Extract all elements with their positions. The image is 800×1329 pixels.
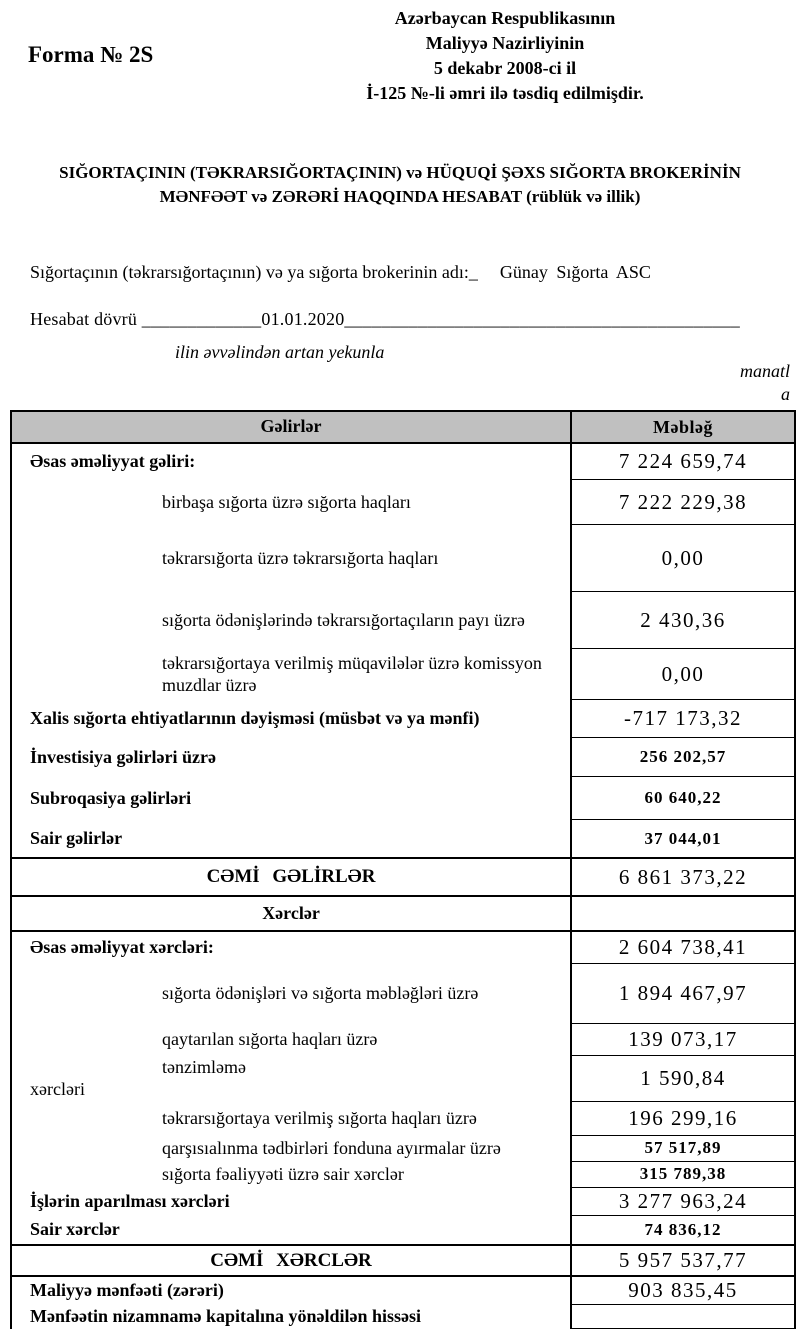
row-value: 315 789,38 xyxy=(570,1162,794,1188)
table-row xyxy=(12,1162,794,1188)
row-value: 5 957 537,77 xyxy=(570,1246,794,1275)
period-value: 01.01.2020 xyxy=(261,309,345,329)
row-label: qaytarılan sığorta haqları üzrə xyxy=(162,1029,378,1050)
row-label: CƏMİ GƏLİRLƏR xyxy=(206,866,376,888)
total-incomes-row xyxy=(12,857,794,895)
row-value: -717 173,32 xyxy=(570,700,794,738)
table-row xyxy=(12,700,794,738)
row-label: sığorta ödənişlərində təkrarsığortaçıların payı üzrə xyxy=(162,609,525,630)
table-row xyxy=(12,1305,794,1329)
row-label: qarşısıalınma tədbirləri fonduna ayırmalar üzrə xyxy=(162,1137,501,1158)
row-value: 57 517,89 xyxy=(570,1136,794,1162)
row-label: Subroqasiya gəlirləri xyxy=(30,787,192,808)
table-row xyxy=(12,1216,794,1244)
row-label: Əsas əməliyyat gəliri: xyxy=(30,451,196,472)
row-value xyxy=(570,1305,794,1329)
period-label: Hesabat dövrü xyxy=(30,309,138,329)
row-value: 37 044,01 xyxy=(570,820,794,857)
row-value: 196 299,16 xyxy=(570,1102,794,1136)
row-label: təkrarsığortaya verilmiş sığorta haqları üzrə xyxy=(162,1107,477,1128)
row-value: 256 202,57 xyxy=(570,738,794,777)
insurer-line xyxy=(30,262,651,283)
row-value xyxy=(570,897,794,930)
currency-note-line-1: manatl xyxy=(739,361,790,381)
row-label: CƏMİ XƏRCLƏR xyxy=(210,1249,372,1271)
row-value: 60 640,22 xyxy=(570,777,794,820)
form-number: Forma № 2S xyxy=(28,42,154,67)
row-label: birbaşa sığorta üzrə sığorta haqları xyxy=(162,491,411,512)
table-row xyxy=(12,480,794,525)
row-label: Sair gəlirlər xyxy=(30,827,123,848)
row-value: 1 590,84 xyxy=(570,1056,794,1102)
row-label: Mənfəətin nizamnamə kapitalına yönəldilən hissəsi xyxy=(30,1305,422,1326)
table-row xyxy=(12,1102,794,1136)
row-label: Əsas əməliyyat xərcləri: xyxy=(30,937,214,958)
row-value: 2 604 738,41 xyxy=(570,932,794,964)
header-amount: Məbləğ xyxy=(570,412,794,442)
row-value: 903 835,45 xyxy=(570,1277,794,1305)
insurer-name: Günay Sığorta ASC xyxy=(499,262,651,282)
header-incomes: Gəlirlər xyxy=(260,416,322,437)
approval-line-1: Azərbaycan Respublikasının xyxy=(394,8,616,28)
row-value: 7 224 659,74 xyxy=(570,444,794,480)
row-value: 1 894 467,97 xyxy=(570,964,794,1024)
insurer-label: Sığortaçının (təkrarsığortaçının) və ya sığorta brokerinin adı:_ xyxy=(30,262,478,282)
row-value: 2 430,36 xyxy=(570,592,794,649)
table-row xyxy=(12,964,794,1024)
table-row xyxy=(12,444,794,480)
row-label: Sair xərclər xyxy=(30,1218,120,1239)
row-value: 3 277 963,24 xyxy=(570,1188,794,1216)
table-row xyxy=(12,930,794,964)
cumulative-note: ilin əvvəlindən artan yekunla xyxy=(175,342,385,362)
report-title-line-2: MƏNFƏƏT və ZƏRƏRİ HAQQINDA HESABAT (rüblük və illik) xyxy=(159,187,641,206)
table-row xyxy=(12,1056,794,1102)
row-label: sığorta fəaliyyəti üzrə sair xərclər xyxy=(162,1163,404,1184)
table-row xyxy=(12,1136,794,1162)
approval-block xyxy=(210,6,800,106)
approval-line-3: 5 dekabr 2008-ci il xyxy=(433,58,577,78)
table-header-row xyxy=(12,412,794,444)
row-label: İnvestisiya gəlirləri üzrə xyxy=(30,746,216,767)
table-row xyxy=(12,649,794,700)
row-label-line-1: tənzimləmə xyxy=(162,1057,246,1077)
report-period-line xyxy=(30,309,740,330)
row-label-line-2: xərcləri xyxy=(30,1078,85,1099)
row-value: 7 222 229,38 xyxy=(570,480,794,525)
row-label: Maliyyə mənfəəti (zərəri) xyxy=(30,1279,224,1300)
table-row xyxy=(12,820,794,857)
period-underscores-pre: _____________ xyxy=(141,309,262,329)
table-row xyxy=(12,738,794,777)
table-row xyxy=(12,1275,794,1305)
row-value: 6 861 373,22 xyxy=(570,859,794,895)
table-row xyxy=(12,525,794,592)
table-row xyxy=(12,592,794,649)
row-value: 0,00 xyxy=(570,649,794,700)
table-row xyxy=(12,777,794,820)
currency-note-line-2: a xyxy=(781,384,790,404)
approval-line-4: İ-125 №-li əmri ilə təsdiq edilmişdir. xyxy=(366,83,644,103)
total-expenses-row xyxy=(12,1244,794,1275)
report-title xyxy=(0,161,800,209)
row-label: İşlərin aparılması xərcləri xyxy=(30,1190,230,1211)
period-underscores-post: ___________________________________________ xyxy=(344,309,740,329)
row-value: 74 836,12 xyxy=(570,1216,794,1244)
row-value: 139 073,17 xyxy=(570,1024,794,1056)
currency-note xyxy=(740,360,790,406)
report-table xyxy=(10,410,796,1329)
table-row xyxy=(12,1188,794,1216)
row-label: təkrarsığortaya verilmiş müqavilələr üzrə komissyon muzdlar üzrə xyxy=(162,652,542,695)
row-label xyxy=(12,1056,570,1102)
report-title-line-1: SIĞORTAÇININ (TƏKRARSIĞORTAÇININ) və HÜQUQİ ŞƏXS SIĞORTA BROKERİNİN xyxy=(59,163,741,182)
table-row xyxy=(12,1024,794,1056)
row-label: Xalis sığorta ehtiyatlarının dəyişməsi (müsbət və ya mənfi) xyxy=(30,708,480,729)
expenses-section-row xyxy=(12,895,794,930)
approval-line-2: Maliyyə Nazirliyinin xyxy=(425,33,585,53)
row-label: Xərclər xyxy=(262,902,320,923)
row-value: 0,00 xyxy=(570,525,794,592)
row-label: sığorta ödənişləri və sığorta məbləğləri üzrə xyxy=(162,983,479,1004)
row-label: təkrarsığorta üzrə təkrarsığorta haqları xyxy=(162,547,439,568)
